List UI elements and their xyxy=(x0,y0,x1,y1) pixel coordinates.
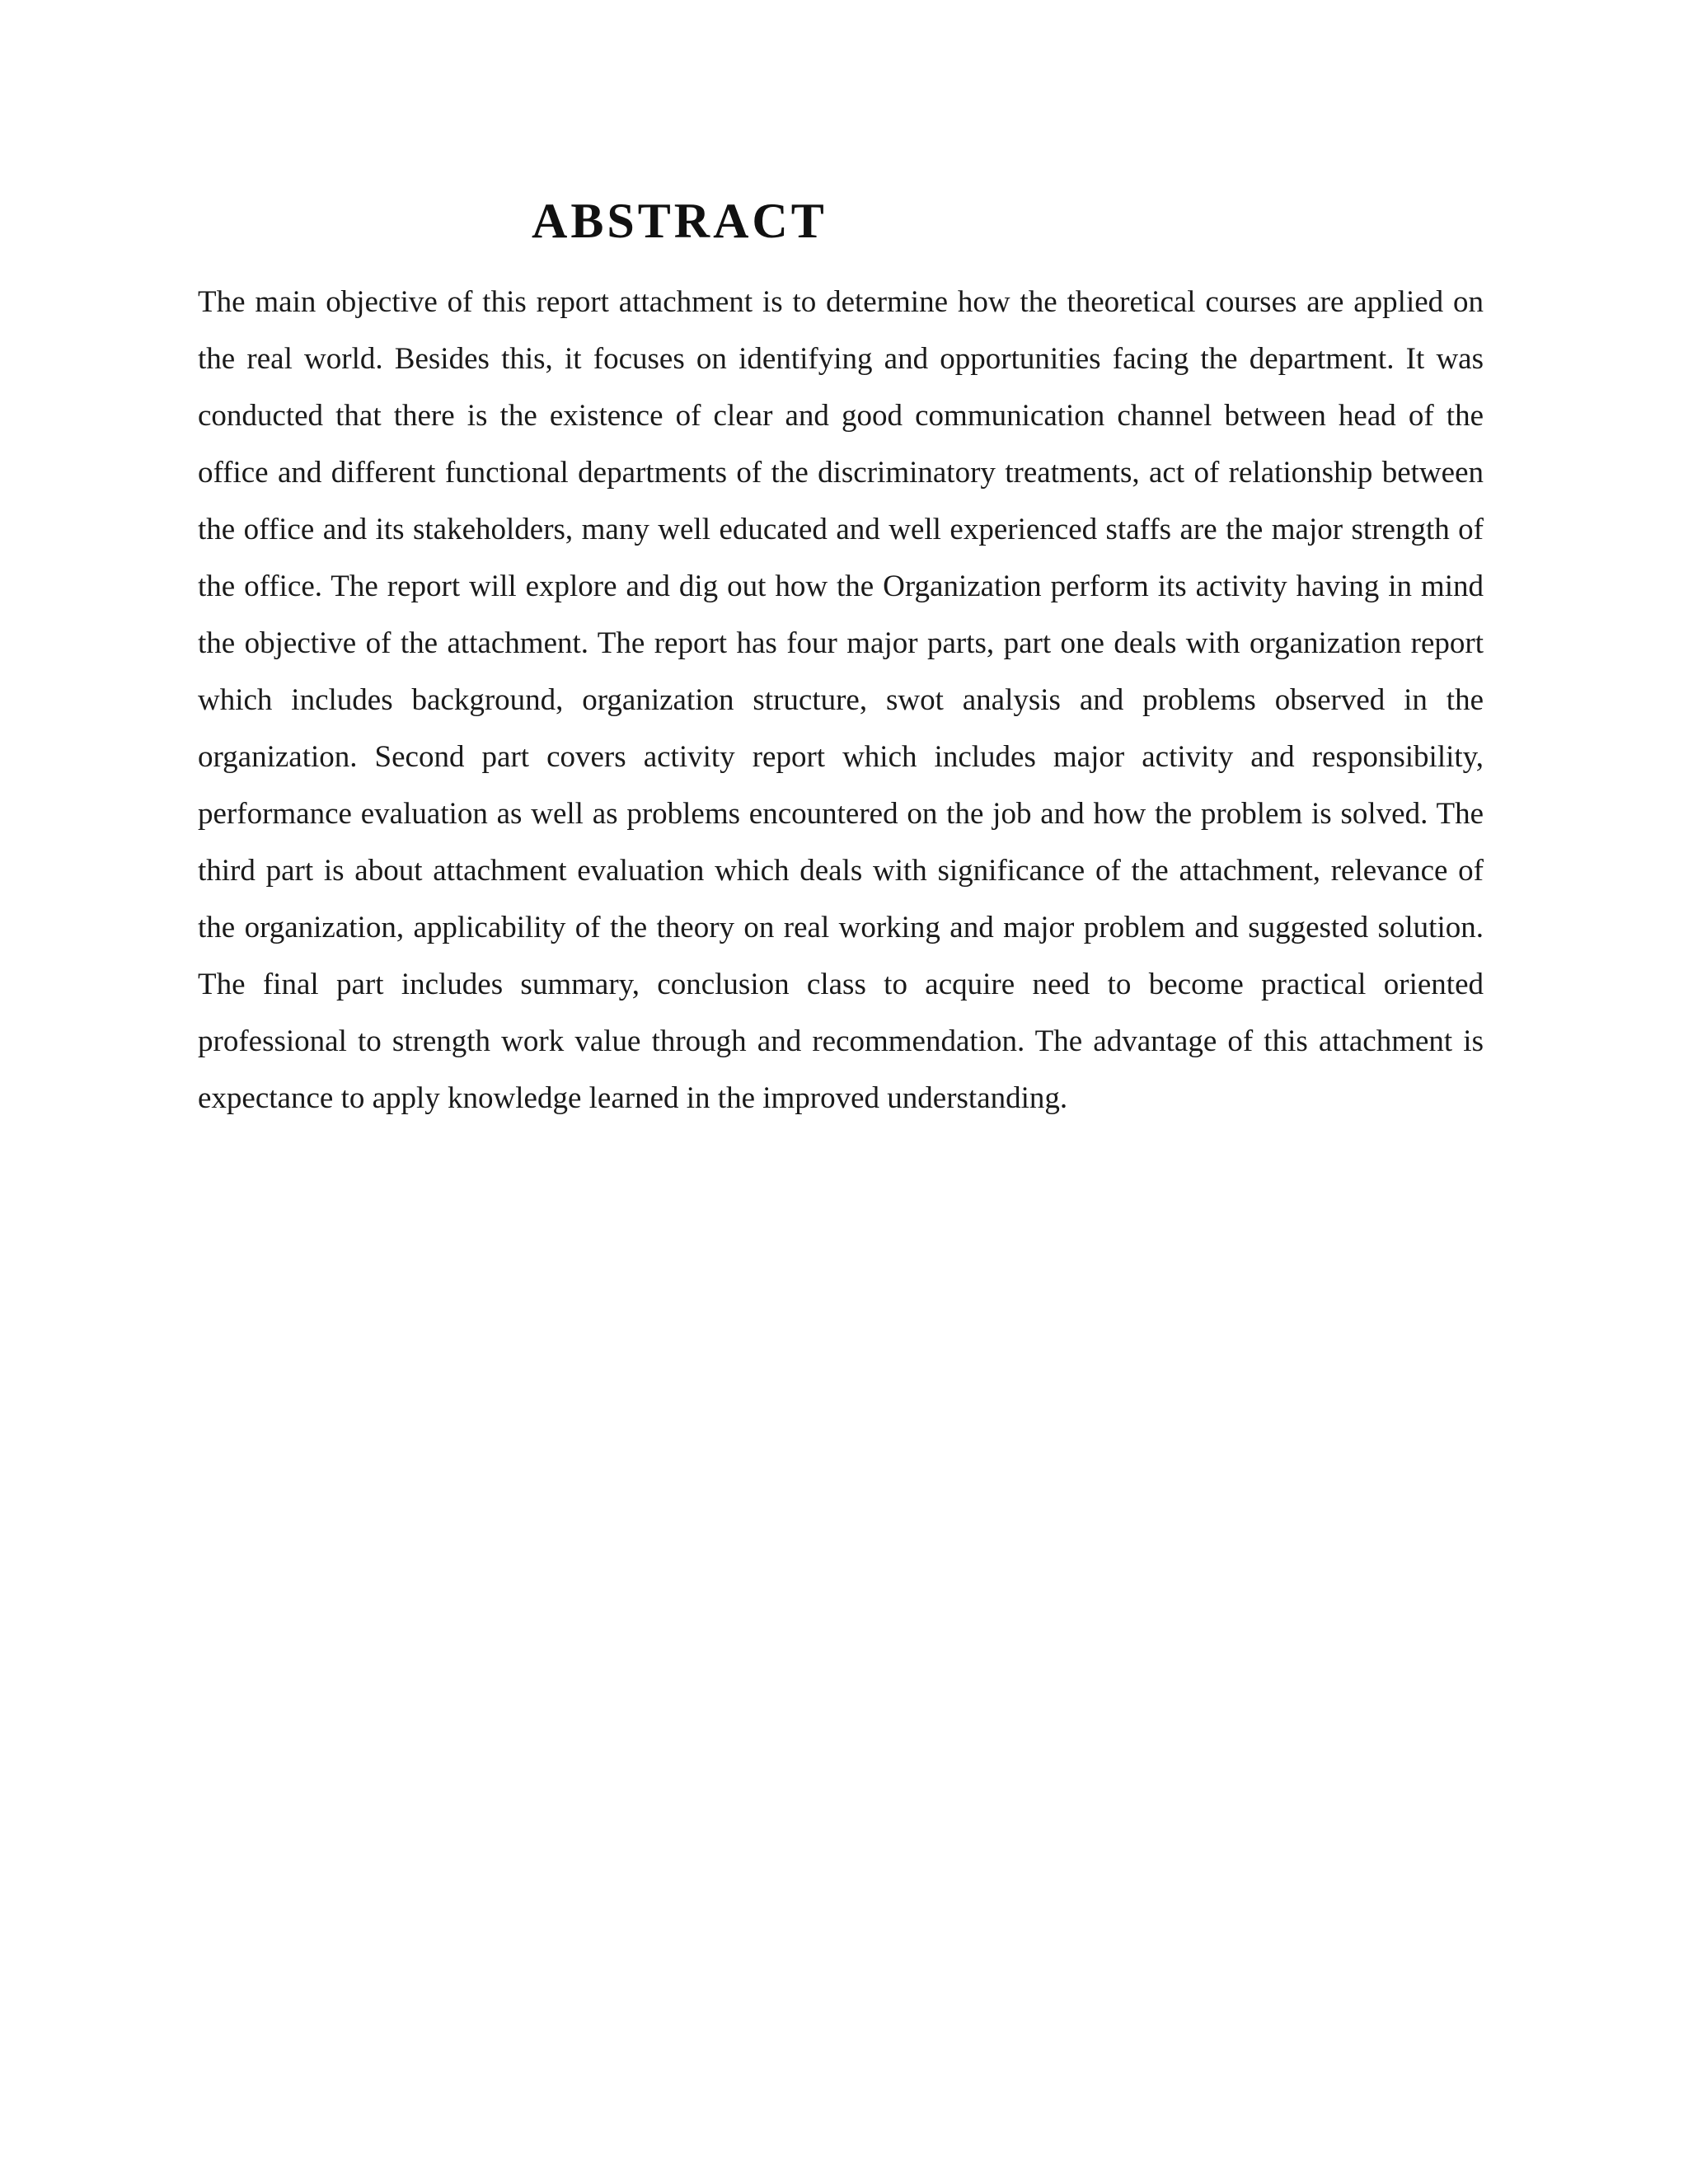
abstract-heading: ABSTRACT xyxy=(532,194,828,248)
abstract-paragraph: The main objective of this report attachment is to determine how the theoretical courses are applied on the real world. Besides this, it focuses on identifying and opportunities facing the department. It was conducted that there is the existence of clear and good communication channel between head of the office and different functional departments of the discriminatory treatments, act of relationship between the office and its stakeholders, many well educated and well experienced staffs are the major strength of the office. The report will explore and dig out how the Organization perform its activity having in mind the objective of the attachment. The report has four major parts, part one deals with organization report which includes background, organization structure, swot analysis and problems observed in the organization. Second part covers activity report which includes major activity and responsibility, performance evaluation as well as problems encountered on the job and how the problem is solved. The third part is about attachment evaluation which deals with significance of the attachment, relevance of the organization, applicability of the theory on real working and major problem and suggested solution. The final part includes summary, conclusion class to acquire need to become practical oriented professional to strength work value through and recommendation. The advantage of this attachment is expectance to apply knowledge learned in the improved understanding. xyxy=(198,285,1484,1115)
